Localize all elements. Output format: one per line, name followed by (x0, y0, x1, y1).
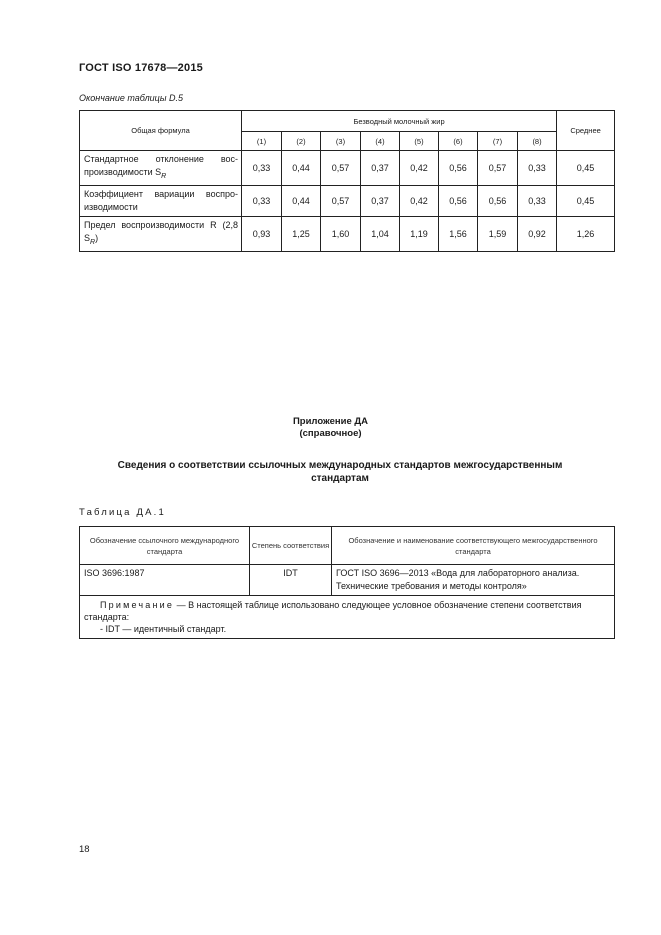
note-text: — В настоящей таблице использовано следующее условное обозначение степени соответствия стандарта: (84, 600, 582, 622)
cell-value: 0,33 (518, 151, 557, 186)
page-number: 18 (79, 844, 90, 855)
cell-value: 0,44 (282, 185, 321, 216)
cell-degree: IDT (250, 565, 332, 596)
row-label: Предел воспроизводимости R (2,8 $S_R$) (80, 216, 242, 251)
header-lab-4: (4) (361, 132, 400, 151)
section-title: Сведения о соответствии ссылочных международных стандартов межгосударственным стандартам (117, 460, 563, 484)
cell-intl-standard: ISO 3696:1987 (80, 565, 250, 596)
table-row (80, 216, 615, 251)
note-word: Примечание (100, 600, 175, 610)
cell-value: 0,56 (439, 185, 478, 216)
table-continuation-caption: Окончание таблицы D.5 (79, 93, 183, 103)
header-lab-5: (5) (400, 132, 439, 151)
cell-value: 1,56 (439, 216, 478, 251)
cell-value: 0,44 (282, 151, 321, 186)
cell-value: 0,33 (242, 151, 282, 186)
cell-mean: 0,45 (557, 151, 615, 186)
cell-value: 1,19 (400, 216, 439, 251)
cell-value: 1,60 (321, 216, 361, 251)
cell-value: 0,56 (439, 151, 478, 186)
cell-value: 0,33 (242, 185, 282, 216)
header-lab-6: (6) (439, 132, 478, 151)
cell-value: 1,59 (478, 216, 518, 251)
row-label: Коэффициент вариации воспроизводимости (80, 185, 242, 216)
header-lab-7: (7) (478, 132, 518, 151)
table-note (80, 596, 615, 639)
header-lab-1: (1) (242, 132, 282, 151)
correspondence-table (79, 526, 615, 639)
reproducibility-table (79, 110, 615, 252)
cell-value: 0,56 (478, 185, 518, 216)
header-degree: Степень соответствия (250, 527, 332, 565)
table-row (80, 185, 615, 216)
document-code: ГОСТ ISO 17678—2015 (79, 62, 203, 74)
header-lab-3: (3) (321, 132, 361, 151)
header-national-standard: Обозначение и наименование соответствующего межгосударственного стандарта (332, 527, 615, 565)
table-row (80, 151, 615, 186)
cell-value: 1,04 (361, 216, 400, 251)
row-label: Стандартное отклонение воспроизводимости $S_R$ (80, 151, 242, 186)
header-intl-standard: Обозначение ссылочного международного стандарта (80, 527, 250, 565)
cell-value: 1,25 (282, 216, 321, 251)
header-mean: Среднее (557, 111, 615, 151)
cell-value: 0,92 (518, 216, 557, 251)
cell-value: 0,57 (321, 185, 361, 216)
cell-national-standard: ГОСТ ISO 3696—2013 «Вода для лабораторного анализа. Технические требования и методы контроля» (332, 565, 615, 596)
table-da1-label: Таблица ДА.1 (79, 507, 166, 518)
header-lab-2: (2) (282, 132, 321, 151)
header-lab-8: (8) (518, 132, 557, 151)
cell-value: 0,42 (400, 151, 439, 186)
table-row (80, 565, 615, 596)
appendix-subtitle: (справочное) (299, 428, 362, 439)
cell-value: 0,37 (361, 151, 400, 186)
cell-mean: 0,45 (557, 185, 615, 216)
cell-mean: 1,26 (557, 216, 615, 251)
cell-value: 0,57 (321, 151, 361, 186)
appendix-title: Приложение ДА (292, 416, 369, 427)
cell-value: 0,93 (242, 216, 282, 251)
header-milk-fat: Безводный молочный жир (242, 111, 557, 132)
cell-value: 0,57 (478, 151, 518, 186)
note-item: - IDT — идентичный стандарт. (100, 624, 227, 634)
cell-value: 0,37 (361, 185, 400, 216)
cell-value: 0,42 (400, 185, 439, 216)
cell-value: 0,33 (518, 185, 557, 216)
header-formula: Общая формула (80, 111, 242, 151)
